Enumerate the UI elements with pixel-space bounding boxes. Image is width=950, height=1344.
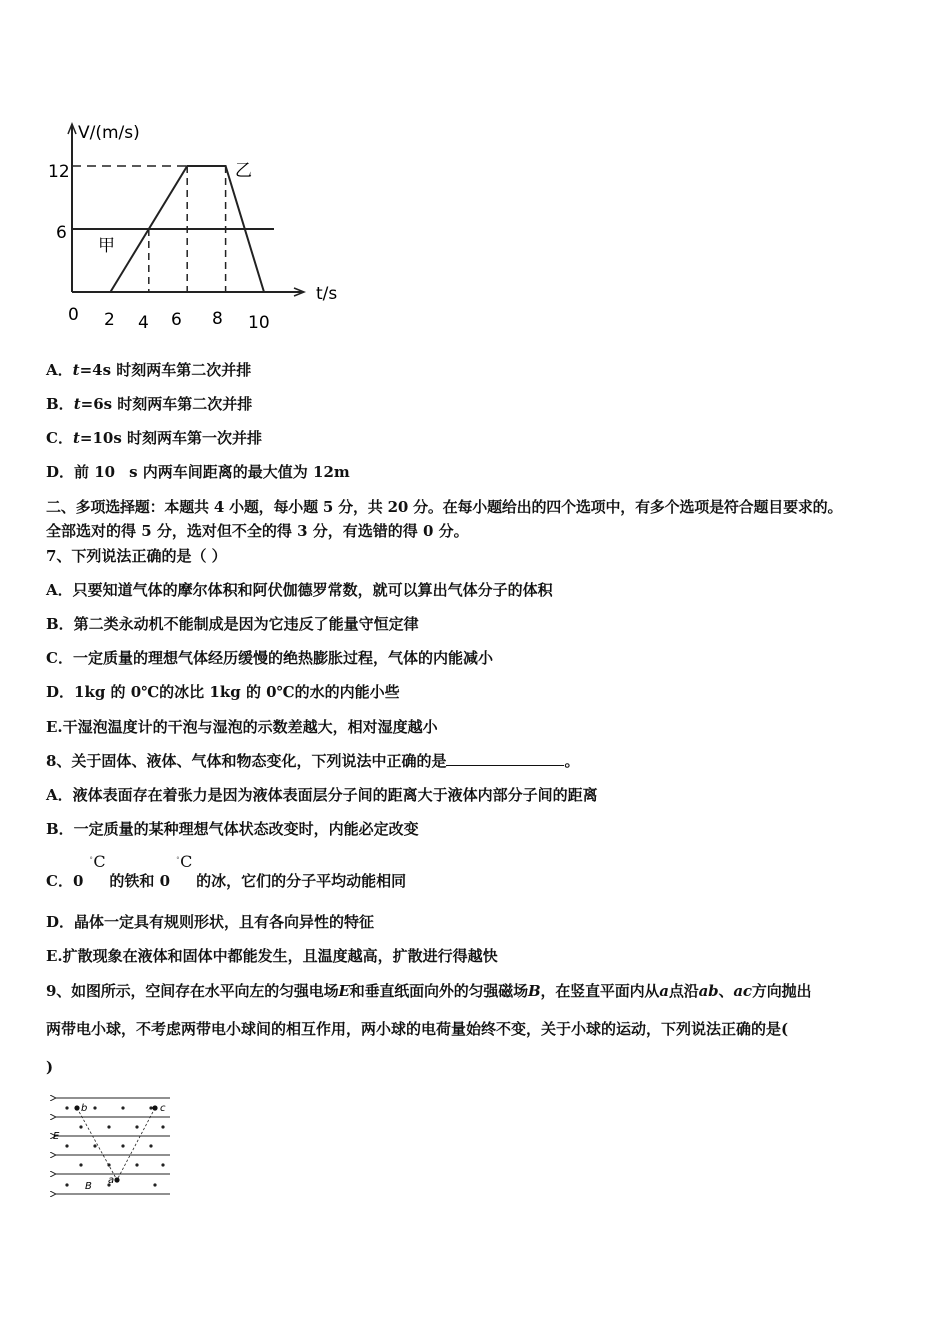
q8-option-d: D．晶体一定具有规则形状，且有各向异性的特征 bbox=[46, 913, 375, 931]
label-jia: 甲 bbox=[98, 236, 115, 256]
x-tick-0: 0 bbox=[68, 305, 79, 325]
point-a bbox=[114, 1177, 119, 1182]
answer-blank bbox=[446, 751, 564, 766]
point-c bbox=[152, 1105, 157, 1110]
x-axis-label: t/s bbox=[316, 284, 338, 304]
section2-line1: 二、多项选择题：本题共 4 小题，每小题 5 分，共 20 分。在每小题给出的四个选项中，有多个选项是符合题目要求的。 bbox=[46, 498, 843, 516]
q6-option-d: D．前 10 s 内两车间距离的最大值为 12m bbox=[46, 463, 350, 481]
section2-line2: 全部选对的得 5 分，选对但不全的得 3 分，有选错的得 0 分。 bbox=[46, 522, 469, 540]
x-tick-8: 8 bbox=[212, 309, 223, 329]
x-tick-2: 2 bbox=[104, 310, 115, 330]
q7-option-b: B．第二类永动机不能制成是因为它违反了能量守恒定律 bbox=[46, 615, 419, 633]
q6-option-b: B．t=6s 时刻两车第二次并排 bbox=[46, 395, 253, 413]
label-b: b bbox=[81, 1103, 88, 1114]
point-b bbox=[74, 1105, 79, 1110]
q8-stem: 8、关于固体、液体、气体和物态变化，下列说法中正确的是 。 bbox=[46, 752, 580, 770]
q8-option-a: A．液体表面存在着张力是因为液体表面层分子间的距离大于液体内部分子间的距离 bbox=[46, 786, 598, 804]
label-E: E bbox=[53, 1131, 60, 1142]
x-tick-6: 6 bbox=[171, 310, 182, 330]
degree-celsius-symbol: ° C bbox=[89, 852, 106, 871]
label-yi: 乙 bbox=[235, 161, 252, 181]
q8-option-c: C．0 ° C 的铁和 0 ° C 的冰，它们的分子平均动能相同 bbox=[46, 852, 407, 890]
q6-option-c: C．t=10s 时刻两车第一次并排 bbox=[46, 429, 263, 447]
field-diagram bbox=[50, 1092, 180, 1204]
q7-option-d: D．1kg 的 0℃的冰比 1kg 的 0℃的水的内能小些 bbox=[46, 683, 400, 701]
q9-stem-line2: 两带电小球，不考虑两带电小球间的相互作用，两小球的电荷量始终不变，关于小球的运动，下列说法正确的是( bbox=[46, 1020, 789, 1038]
q9-stem-line1: 9、如图所示，空间存在水平向左的匀强电场E和垂直纸面向外的匀强磁场B，在竖直平面内从a点沿ab、ac方向抛出 bbox=[46, 982, 812, 1000]
q7-option-e: E.干湿泡温度计的干泡与湿泡的示数差越大，相对湿度越小 bbox=[46, 718, 438, 736]
q8-option-e: E.扩散现象在液体和固体中都能发生，且温度越高，扩散进行得越快 bbox=[46, 947, 498, 965]
label-B: B bbox=[85, 1181, 92, 1192]
y-axis-label: V/(m/s) bbox=[78, 123, 140, 143]
q6-option-a: A．t=4s 时刻两车第二次并排 bbox=[46, 361, 252, 379]
x-tick-4: 4 bbox=[138, 313, 149, 333]
magnetic-field-dots bbox=[65, 1106, 164, 1186]
trajectory-lines bbox=[77, 1108, 155, 1180]
q7-option-a: A．只要知道气体的摩尔体积和阿伏伽德罗常数，就可以算出气体分子的体积 bbox=[46, 581, 553, 599]
label-a: a bbox=[108, 1175, 115, 1186]
label-c: c bbox=[160, 1103, 166, 1114]
q7-option-c: C．一定质量的理想气体经历缓慢的绝热膨胀过程，气体的内能减小 bbox=[46, 649, 493, 667]
q9-stem-line3: ) bbox=[46, 1058, 54, 1076]
velocity-time-graph bbox=[40, 118, 360, 338]
y-tick-12: 12 bbox=[48, 162, 70, 182]
q7-stem: 7、下列说法正确的是（ ） bbox=[46, 547, 227, 565]
y-tick-6: 6 bbox=[56, 223, 67, 243]
x-tick-10: 10 bbox=[248, 313, 270, 333]
vt-plot-area bbox=[68, 124, 304, 296]
q8-option-b: B．一定质量的某种理想气体状态改变时，内能必定改变 bbox=[46, 820, 419, 838]
degree-celsius-symbol: ° C bbox=[176, 852, 193, 871]
